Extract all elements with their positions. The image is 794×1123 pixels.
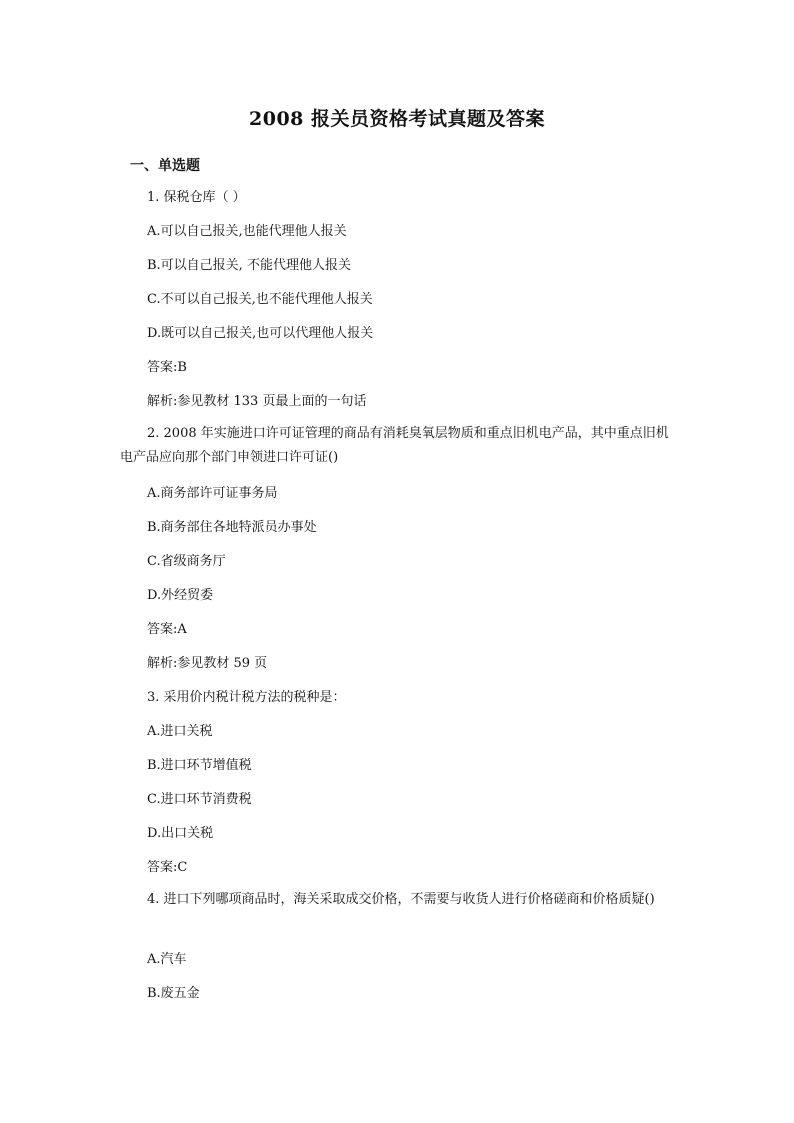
question-2-option-a: A.商务部许可证事务局 [147,486,278,501]
question-1-answer: 答案:B [147,360,187,375]
question-1-stem: 1. 保税仓库（ ） [147,190,246,205]
question-4-stem: 4. 进口下列哪项商品时，海关采取成交价格，不需要与收货人进行价格磋商和价格质疑() [147,892,655,907]
question-1-option-a: A.可以自己报关,也能代理他人报关 [147,224,347,239]
question-3-option-b: B.进口环节增值税 [147,758,252,773]
question-2-option-d: D.外经贸委 [147,588,214,603]
question-2-answer: 答案:A [147,622,187,637]
question-2-option-b: B.商务部住各地特派员办事处 [147,520,317,535]
question-1-option-c: C.不可以自己报关,也不能代理他人报关 [147,292,373,307]
question-3-option-c: C.进口环节消费税 [147,792,252,807]
question-2-option-c: C.省级商务厅 [147,554,226,569]
question-1-analysis: 解析:参见教材 133 页最上面的一句话 [147,394,367,409]
question-4-option-b: B.废五金 [147,986,200,1001]
document-title: 2008 报关员资格考试真题及答案 [249,108,545,130]
question-4-option-a: A.汽车 [147,952,187,967]
question-2-analysis: 解析:参见教材 59 页 [147,656,268,671]
question-3-answer: 答案:C [147,860,188,875]
question-1-option-b: B.可以自己报关, 不能代理他人报关 [147,258,351,273]
section-heading: 一、单选题 [130,158,200,174]
question-3-stem: 3. 采用价内税计税方法的税种是： [147,690,346,705]
question-2-stem: 2. 2008 年实施进口许可证管理的商品有消耗臭氧层物质和重点旧机电产品，其中重点旧机电产品应向那个部门申领进口许可证() [120,426,669,465]
question-3-option-d: D.出口关税 [147,826,214,841]
question-3-option-a: A.进口关税 [147,724,213,739]
question-1-option-d: D.既可以自己报关,也可以代理他人报关 [147,326,374,341]
